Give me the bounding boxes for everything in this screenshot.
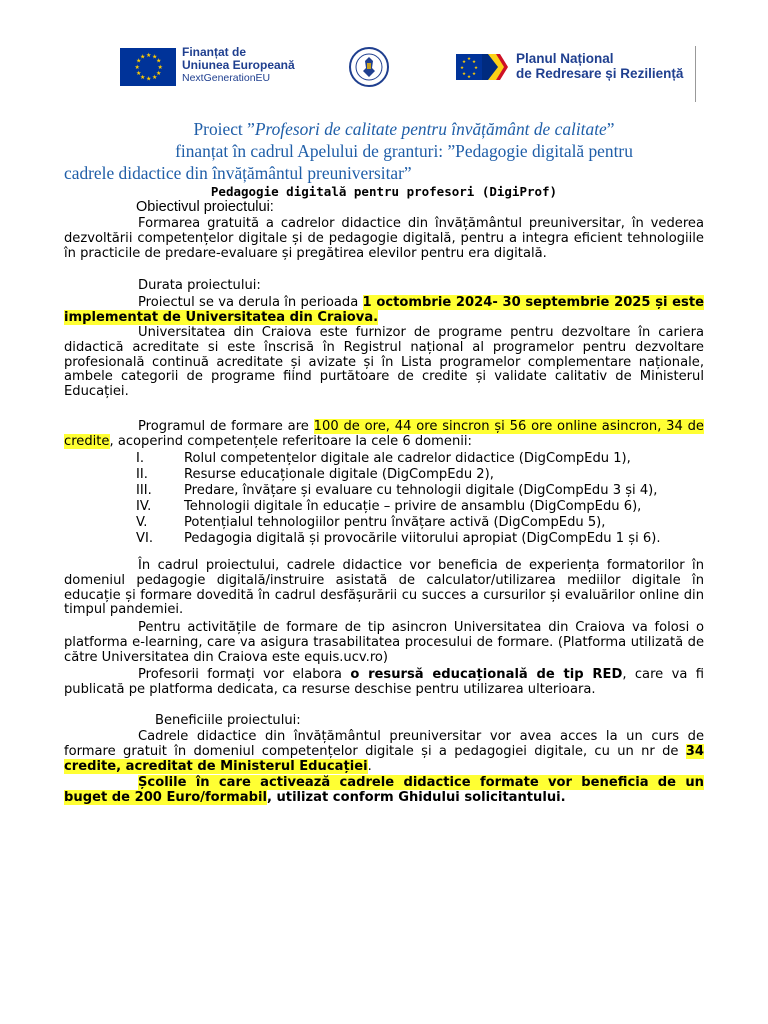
program-text-post: , acoperind competențele referitoare la cele 6 domenii: (109, 433, 472, 449)
list-item-text: Predare, învățare și evaluare cu tehnologii digitale (DigCompEdu 3 și 4), (184, 483, 658, 499)
list-item-text: Potențialul tehnologiilor pentru învățare activă (DigCompEdu 5), (184, 515, 606, 531)
platform-text: Pentru activitățile de formare de tip asincron Universitatea din Craiova va folosi o platforma e-learning, care va asigura trasabilitatea procesului de formare. (Platforma utilizată de către Universitatea din Craiova este equis.ucv.ro) (64, 620, 704, 665)
svg-text:★: ★ (152, 74, 158, 81)
schools-highlight: Școlile în care activează cadrele didactice formate vor beneficia de un buget de 200 Euro/formabil (64, 775, 704, 805)
red-text (64, 668, 704, 698)
svg-text:★: ★ (134, 64, 140, 71)
project-subtitle: Pedagogie digitală pentru profesori (DigiProf) (210, 184, 558, 199)
list-item-text: Resurse educaționale digitale (DigCompEdu 2), (184, 467, 494, 483)
schools-text-post: , utilizat conform Ghidului solicitantului. (266, 789, 566, 805)
list-item (64, 451, 704, 467)
project-title-line3: cadrele didactice din învățământul preuniversitar” (64, 163, 412, 183)
svg-text:★: ★ (136, 57, 142, 65)
benefits-text-pre: Cadrele didactice din învățământul preuniversitar vor avea acces la un curs de formare gratuit în domeniul competențelor digitale și a pedagogiei digitale, cu un nr de (64, 729, 704, 759)
eu-flag-icon (120, 48, 176, 86)
title-prefix: Proiect ” (193, 119, 255, 139)
svg-text:★: ★ (152, 53, 158, 61)
svg-text:★: ★ (467, 57, 472, 62)
objective-heading: Obiectivul proiectului: (136, 199, 274, 215)
eu-funding-line1: Finanțat de (182, 45, 247, 59)
svg-text:★: ★ (157, 64, 163, 71)
svg-text:★: ★ (156, 70, 162, 77)
svg-text:★: ★ (140, 53, 146, 61)
benefits-heading: Beneficiile proiectului: (155, 713, 301, 728)
project-name: Profesori de calitate pentru învățământ de calitate (254, 119, 607, 139)
list-item-number: IV. (136, 499, 152, 515)
list-item-number: II. (136, 467, 148, 483)
pnrr-flag-icon (456, 50, 508, 84)
eu-funding-label (182, 46, 295, 85)
svg-text:★: ★ (467, 75, 472, 80)
program-highlight: 100 de ore, 44 ore sincron și 56 ore online asincron, 34 de credite (64, 419, 704, 449)
duration-text (64, 296, 704, 326)
university-text: Universitatea din Craiova este furnizor de programe pentru dezvoltare în cariera didactică acreditate si este înscrisă în Registrul național al programelor pentru dezvoltare profesională continuă acreditate și avizate și în Lista programelor complementare naționale, ambele categorii de programe fiind purtătoare de credite și validate calitativ de Ministerul Educației. (64, 325, 704, 400)
list-item-text: Pedagogia digitală și provocările viitorului apropiat (DigCompEdu 1 și 6). (184, 531, 661, 547)
list-item-text: Rolul competențelor digitale ale cadrelor didactice (DigCompEdu 1), (184, 451, 631, 466)
list-item (64, 531, 704, 547)
svg-text:★: ★ (156, 57, 162, 65)
svg-text:★: ★ (472, 72, 477, 77)
red-text-pre: Profesorii formați vor elabora (138, 667, 351, 682)
svg-text:★: ★ (462, 60, 467, 65)
program-text (64, 420, 704, 450)
eu-funding-line3: NextGenerationEU (182, 72, 271, 84)
pnrr-line2: de Redresare și Reziliență (516, 66, 684, 81)
pnrr-line1: Planul Național (516, 51, 614, 66)
experience-text: În cadrul proiectului, cadrele didactice vor beneficia de experiența formatorilor în domeniul pedagogie digitală/instruire asistată de calculator/utilizarea mediilor digitale în educație și formare dovedită în cadrul desfășurării cu succes a cursurilor și evaluărilor online din timpul pandemiei. (64, 558, 704, 618)
title-suffix: ” (606, 119, 615, 139)
benefits-text-post: . (367, 758, 372, 774)
duration-text-pre: Proiectul se va derula în perioada (138, 295, 363, 310)
list-item-number: VI. (136, 531, 153, 547)
svg-text:★: ★ (474, 66, 479, 71)
schools-text (64, 776, 704, 806)
list-item (64, 483, 704, 499)
red-bold: o resursă educațională de tip RED (350, 667, 623, 682)
benefits-highlight: 34 credite, acreditat de Ministerul Educației (64, 743, 704, 774)
domains-list (64, 451, 704, 548)
project-title-line1 (64, 118, 744, 140)
svg-text:★: ★ (462, 72, 467, 77)
list-item-number: III. (136, 483, 152, 499)
svg-text:★: ★ (146, 52, 152, 59)
list-item (64, 499, 704, 515)
svg-text:★: ★ (146, 75, 152, 83)
svg-text:★: ★ (136, 70, 142, 77)
list-item (64, 515, 704, 531)
list-item-number: I. (136, 451, 145, 466)
svg-text:★: ★ (472, 60, 477, 65)
pnrr-label (516, 51, 683, 81)
duration-heading: Durata proiectului: (138, 278, 261, 293)
project-title-line2: finanțat în cadrul Apelului de granturi: ”Pedagogie digitală pentru (175, 141, 633, 161)
romanian-government-seal-icon (348, 46, 390, 88)
svg-text:★: ★ (460, 66, 465, 71)
page-header (0, 0, 768, 110)
benefits-text (64, 730, 704, 774)
red-text-post: , care va fi publicată pe platforma dedicata, ca resurse deschise pentru utilizarea ulterioara. (64, 667, 704, 697)
objective-text: Formarea gratuită a cadrelor didactice din învățământul preuniversitar, în vederea dezvoltării competențelor digitale și de pedagogie digitală, pentru a integra eficient tehnologiile în practicile de predare-evaluare și pregătirea elevilor pentru era digitală. (64, 216, 704, 261)
list-item-number: V. (136, 515, 148, 531)
header-divider (695, 46, 696, 102)
duration-highlight: 1 octombrie 2024- 30 septembrie 2025 și este implementat de Universitatea din Craiova. (64, 295, 704, 325)
list-item-text: Tehnologii digitale în educație – privire de ansamblu (DigCompEdu 6), (184, 499, 642, 515)
program-text-pre: Programul de formare are (138, 419, 314, 434)
svg-text:★: ★ (140, 74, 146, 81)
eu-funding-line2: Uniunea Europeană (182, 58, 295, 72)
list-item (64, 467, 704, 483)
